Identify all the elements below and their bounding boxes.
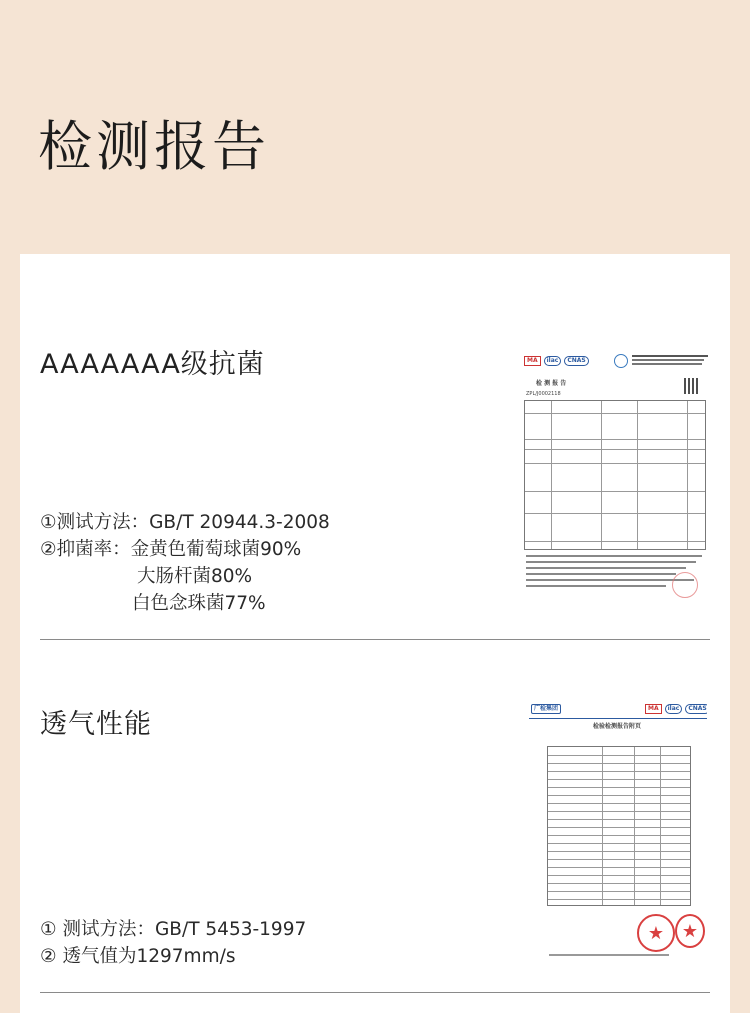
star-stamp-icon: ★ bbox=[637, 914, 675, 952]
page-title: 检测报告 bbox=[38, 115, 270, 178]
breathability-section bbox=[20, 640, 730, 1013]
ilac-logo: ilac bbox=[544, 356, 562, 366]
test-report-image bbox=[529, 700, 707, 964]
cnas-logo: CNAS bbox=[564, 356, 588, 366]
section-title: AAAAAAA级抗菌 bbox=[40, 349, 265, 380]
ma-logo: MA bbox=[524, 356, 541, 366]
section-divider bbox=[40, 992, 710, 993]
report-header-title: 检验检测报告附页 bbox=[593, 723, 642, 730]
institution-seal-icon bbox=[614, 354, 628, 368]
ilac-logo: ilac bbox=[665, 704, 683, 714]
report-number: ZPL/J0002118 bbox=[526, 391, 561, 397]
test-method-line: ①测试方法：GB/T 20944.3-2008 bbox=[40, 512, 330, 533]
ecoli-rate-line: 大肠杆菌80% bbox=[137, 566, 253, 587]
cnas-logo: CNAS bbox=[685, 704, 707, 714]
test-report-image bbox=[522, 350, 710, 604]
test-method-line: ① 测试方法：GB/T 5453-1997 bbox=[40, 919, 307, 940]
candida-rate-line: 白色念珠菌77% bbox=[132, 593, 266, 614]
section-title: 透气性能 bbox=[40, 709, 152, 740]
content-card bbox=[20, 254, 730, 1013]
permeability-value-line: ② 透气值为1297mm/s bbox=[40, 946, 236, 967]
red-seal-icon bbox=[672, 572, 698, 598]
antibacterial-section bbox=[20, 254, 730, 640]
ma-logo: MA bbox=[645, 704, 662, 714]
gttc-logo: 广检集团 bbox=[531, 704, 561, 714]
inhibition-rate-line: ②抑菌率：金黄色葡萄球菌90% bbox=[40, 539, 302, 560]
star-stamp-icon: ★ bbox=[675, 914, 705, 948]
qr-code-icon bbox=[684, 378, 700, 394]
report-header-title: 检 测 报 告 bbox=[536, 380, 567, 387]
